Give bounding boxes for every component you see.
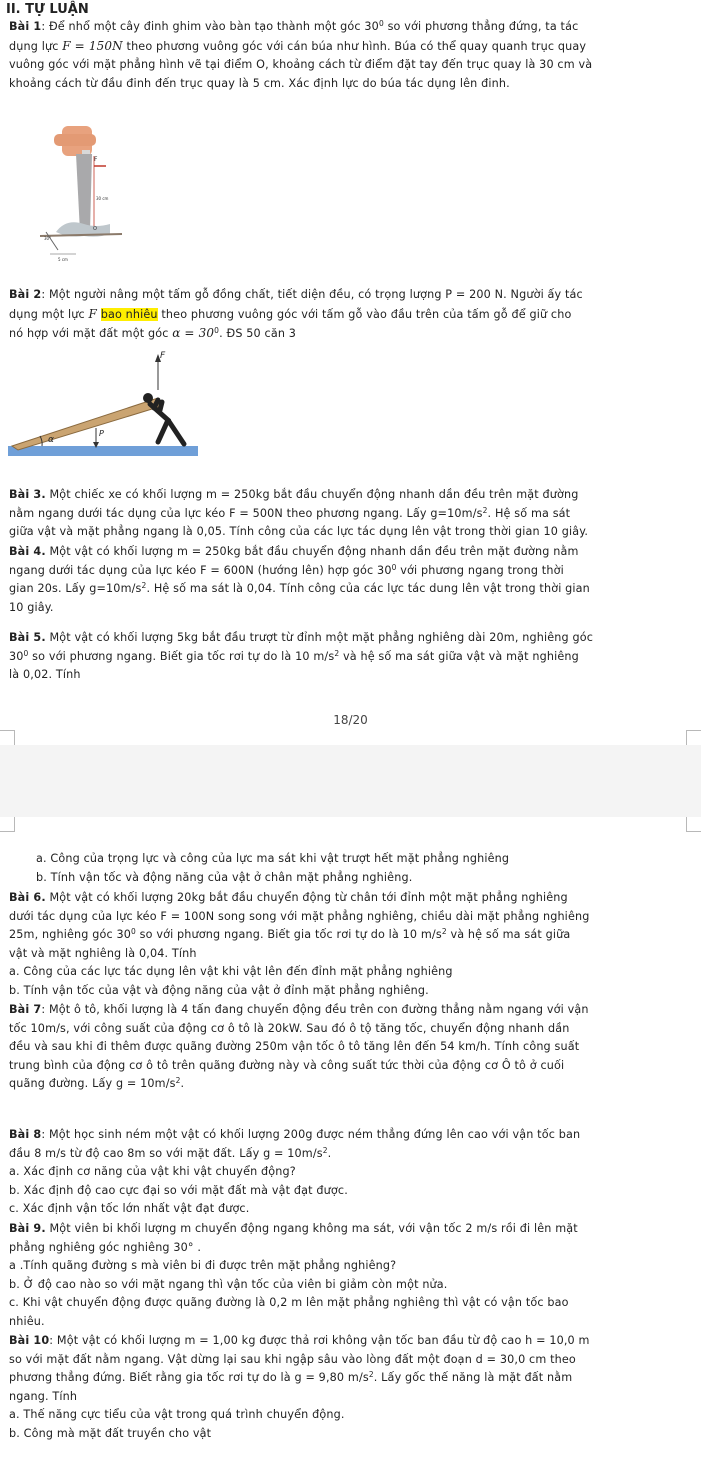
problem-8-label: Bài 8 — [9, 1128, 42, 1141]
problem-10: Bài 10: Một vật có khối lượng m = 1,00 kg được thả rơi không vận tốc ban đầu từ độ cao h = 10,0 m so với mặt đất nằm ngang. Vật dừng lại sau khi ngập sâu vào lòng đất một đoạn d = 30,0 cm theo phương thẳng đứng. Biết rằng gia tốc rơi tự do là g = 9,80 $m/s^2$. Lấy gốc thế năng là mặt đất nằm ngang. Tính a. Thế năng cực tiểu của vật trong quá trình chuyển động. b. Công mà mặt đất truyền cho vật — [9, 1334, 590, 1440]
hammer-figure — [36, 126, 126, 264]
problem-9-label: Bài 9. — [9, 1222, 46, 1235]
svg-text:O: O — [93, 226, 97, 232]
problem-1: Bài 1: Để nhổ một cây đinh ghim vào bàn tạo thành một góc $30^0$ so với phương thẳng đứng, ta tác dụng lực F = 150N theo phương vuông góc với cán búa như hình. Búa có thể quay quanh trục quay vuông góc với mặt phẳng hình vẽ tại điểm O, khoảng cách từ điểm đặt tay đến trục quay là 30 cm và khoảng cách từ đầu đinh đến trục quay là 5 cm. Xác định lực do búa tác dụng lên đinh. — [9, 19, 593, 90]
problem-10-label: Bài 10 — [9, 1334, 50, 1347]
svg-text:α: α — [48, 435, 54, 445]
force-vector-label: F — [160, 351, 166, 361]
page-number: 18/20 — [333, 713, 368, 727]
problem-9: Bài 9. Một viên bi khối lượng m chuyển động ngang không ma sát, với vận tốc 2 m/s rồi đi lên mặt phẳng nghiêng góc nghiêng 30° . a .Tính quãng đường s mà viên bi đi được trên mặt phẳng nghiêng? b. Ở độ cao nào so với mặt ngang thì vận tốc của viên bi giảm còn một nửa. c. Khi vật chuyển động được quãng đường là 0,2 m lên mặt phẳng nghiêng thì vật có vận tốc bao nhiêu. — [9, 1222, 578, 1328]
page-corner-mark — [686, 817, 701, 832]
highlighted-text: bao nhiêu — [100, 307, 158, 321]
page-separator — [0, 745, 701, 817]
force-label: F — [94, 156, 98, 163]
problem-4: Bài 4. Một vật có khối lượng m = 250kg bắt đầu chuyển động nhanh dần đều trên mặt đường nằm ngang dưới tác dụng của lực kéo F = 600N (hướng lên) hợp góc $30^0$ với phương ngang trong thời gian 20s. Lấy $g=10m/s^2$. Hệ số ma sát là 0,04. Tính công của các lực tác dung lên vật trong thời gian 10 giây. — [9, 545, 590, 614]
person-head — [143, 393, 153, 403]
problem-8: Bài 8: Một học sinh ném một vật có khối lượng 200g được ném thẳng đứng lên cao với vận tốc ban đầu 8 m/s từ độ cao 8m so với mặt đất. Lấy $g = 10m/s^2$. a. Xác định cơ năng của vật khi vật chuyển động? b. Xác định độ cao cực đại so với mặt đất mà vật đạt được. c. Xác định vận tốc lớn nhất vật đạt được. — [9, 1128, 581, 1216]
problem-2: Bài 2: Một người nâng một tấm gỗ đồng chất, tiết diện đều, có trọng lượng P = 200 N. Người ấy tác dụng một lực F bao nhiêu theo phương vuông góc với tấm gỗ vào đầu trên của tấm gỗ để giữ cho nó hợp với mặt đất một góc $\alpha = 30^0$. ĐS 50 căn 3 — [9, 288, 583, 341]
problem-5: Bài 5. Một vật có khối lượng 5kg bắt đầu trượt từ đỉnh một mặt phẳng nghiêng dài 20m, nghiêng góc $30^0$ so với phương ngang. Biết gia tốc rơi tự do là 10 $m/s^2$ và hệ số ma sát giữa vật và mặt nghiêng là 0,02. Tính — [9, 631, 594, 682]
svg-text:30°: 30° — [44, 236, 52, 241]
problem-7-label: Bài 7 — [9, 1003, 42, 1016]
problem-6: Bài 6. Một vật có khối lượng 20kg bắt đầu chuyển động từ chân tới đỉnh một mặt phẳng nghiêng dưới tác dụng của lực kéo F = 100N song song với mặt phẳng nghiêng, chiều dài mặt phẳng nghiêng 25m, nghiêng góc $30^0$ so với phương ngang. Biết gia tốc rơi tự do là 10 $m/s^2$ và hệ số ma sát giữa vật và mặt nghiêng là 0,04. Tính a. Công của các lực tác dụng lên vật khi vật lên đến đỉnh mặt phẳng nghiêng b. Tính vận tốc của vật và động năng của vật ở đỉnh mặt phẳng nghiêng. — [9, 891, 590, 997]
page-corner-mark — [0, 730, 15, 745]
problem-6-label: Bài 6. — [9, 891, 46, 904]
page-corner-mark — [0, 817, 15, 832]
page-corner-mark — [686, 730, 701, 745]
svg-text:30 cm: 30 cm — [96, 196, 109, 201]
plank-figure — [8, 350, 198, 462]
problem-7: Bài 7: Một ô tô, khối lượng là 4 tấn đang chuyển động đều trên con đường thẳng nằm ngang với vận tốc 10m/s, với công suất của động cơ ô tô là 20kW. Sau đó ô tộ tăng tốc, chuyển động nhanh dần đều và sau khi đi thêm được quãng đường 250m vận tốc ô tô tăng lên đến 54 km/h. Tính công suất trung bình của động cơ ô tô trên quãng đường này và công suất tức thời của động cơ Ô tô ở cuối quãng đường. Lấy $g = 10m/s^2$. — [9, 1003, 589, 1091]
svg-text:5 cm: 5 cm — [58, 257, 68, 262]
problem-2-label: Bài 2 — [9, 288, 42, 301]
problem-5-label: Bài 5. — [9, 631, 46, 644]
problem-5-part-a: a. Công của trọng lực và công của lực ma sát khi vật trượt hết mặt phẳng nghiêng — [36, 852, 510, 865]
section-heading: II. TỰ LUẬN — [6, 2, 89, 17]
problem-3: Bài 3. Một chiếc xe có khối lượng m = 250kg bắt đầu chuyển động nhanh dần đều trên mặt đường nằm ngang dưới tác dụng của lực kéo F = 500N theo phương ngang. Lấy $g=10m/s^2$. Hệ số ma sát giữa vật và mặt phẳng ngang là 0,05. Tính công của các lực tác dụng lên vật trong thời gian 10 giây. — [9, 488, 589, 539]
document-page-2 — [0, 817, 701, 1483]
wooden-plank — [12, 398, 162, 450]
hammer-handle — [76, 154, 92, 232]
problem-4-label: Bài 4. — [9, 545, 46, 558]
svg-text:P: P — [99, 429, 104, 438]
problem-1-label: Bài 1 — [9, 20, 42, 33]
ground — [8, 446, 198, 456]
problem-5-part-b: b. Tính vận tốc và động năng của vật ở chân mặt phẳng nghiêng. — [36, 871, 413, 884]
person-body — [150, 400, 184, 444]
problem-3-label: Bài 3. — [9, 488, 46, 501]
